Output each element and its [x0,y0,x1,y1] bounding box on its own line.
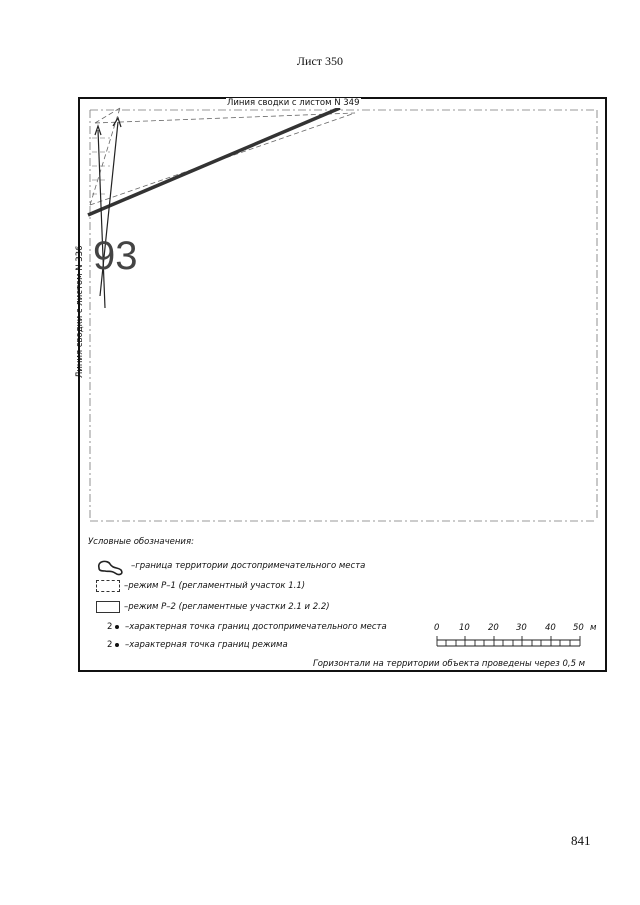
legend-item-boundary: –граница территории достопримечательного места [131,561,366,571]
legend-swatch-r1 [96,580,120,592]
legend-item-point-regime: –характерная точка границ режима [125,640,288,650]
legend-item-r2: –режим Р–2 (регламентные участки 2.1 и 2.2) [124,602,330,612]
scale-tick-20: 20 [488,623,499,633]
inner-boundary [90,110,597,521]
boundary-symbol-icon [99,561,122,574]
point-dot-icon [115,643,119,647]
legend-item-r1: –режим Р–1 (регламентный участок 1.1) [124,581,306,591]
scale-tick-30: 30 [516,623,527,633]
scale-tick-50: 50 [573,623,584,633]
territory-boundary-line [88,108,340,215]
top-match-line-label: Линия сводки с листом N 349 [227,98,360,108]
page-number: 841 [571,833,591,848]
sheet-header: Лист 350 [296,54,344,68]
legend-swatch-r2 [96,601,120,613]
legend-item-point-landmark: –характерная точка границ достопримечательного места [125,622,387,632]
left-match-line-label: Линия сводки с листом N 336 [75,245,85,378]
plot-number: 93 [93,234,138,278]
point-number: 2 [107,640,113,650]
legend-title: Условные обозначения: [88,537,194,547]
contour-note: Горизонтали на территории объекта проведены через 0,5 м [313,659,586,669]
scale-tick-10: 10 [459,623,470,633]
legend-point-regime [107,640,119,650]
point-dot-icon [115,625,119,629]
scale-unit: м [590,623,597,633]
legend-point-landmark [107,622,119,632]
scale-bar [437,636,580,646]
scale-tick-0: 0 [434,623,440,633]
scale-tick-40: 40 [545,623,556,633]
hatch-lines [92,138,110,194]
point-number: 2 [107,622,113,632]
leader-arrows [95,118,121,308]
